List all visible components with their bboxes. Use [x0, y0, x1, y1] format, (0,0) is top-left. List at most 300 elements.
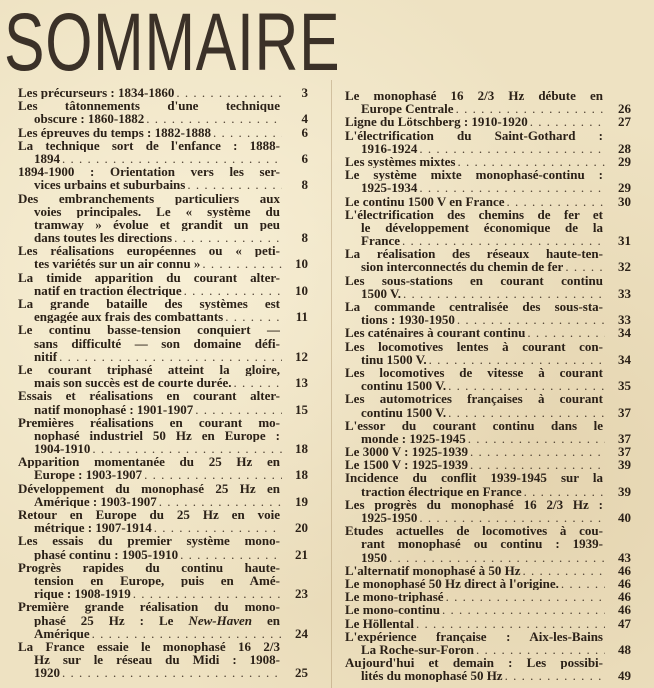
page-number: 25 [295, 666, 308, 680]
dot-leader [92, 627, 282, 640]
toc-entry-text: obscure : 1860-1882 [34, 112, 145, 126]
toc-entry [18, 534, 308, 560]
toc-entry-line [18, 231, 308, 244]
page-number: 32 [618, 260, 631, 274]
toc-entry-line [18, 126, 308, 139]
toc-entry-line [18, 284, 308, 297]
toc-entry-text: engagée aux frais des combattants [34, 310, 224, 324]
page-number: 12 [295, 349, 308, 363]
page-number: 6 [301, 151, 308, 166]
toc-entry [345, 366, 631, 392]
toc-entry-line [345, 524, 603, 537]
dot-leader [59, 350, 282, 363]
toc-entry-text: 1894 [34, 151, 60, 166]
toc-entry-text: Le Höllental [345, 616, 414, 630]
toc-entry-line [18, 587, 308, 600]
dot-leader [446, 590, 605, 603]
page-number: 23 [295, 587, 308, 601]
toc-entry-line [18, 323, 280, 336]
page-number: 3 [301, 86, 308, 100]
toc-entry-text: Le 1500 V : 1925-1939 [345, 458, 469, 472]
toc-entry-line [18, 521, 308, 534]
toc-entry-line [18, 548, 308, 561]
toc-entry-line [18, 297, 280, 310]
dot-leader [523, 564, 606, 577]
toc-entry [18, 323, 308, 363]
toc-entry-text: Les tâtonnements d'une technique [18, 99, 280, 113]
toc-entry-line [345, 260, 631, 273]
toc-entry-line [345, 326, 631, 339]
toc-entry-line [345, 406, 631, 419]
toc-entry-text: La France essaie le monophasé 16 2/3 [18, 639, 280, 654]
toc-entry-text: La technique sort de l'enfance : 1888- [18, 138, 280, 152]
toc-entry-line [345, 551, 631, 564]
toc-entry-text: La Roche-sur-Foron [361, 642, 475, 657]
toc-entry [345, 129, 631, 155]
toc-entry-text: tions : 1930-1950 [361, 313, 455, 327]
toc-entry [345, 115, 631, 128]
toc-entry [345, 498, 631, 524]
toc-entry [345, 247, 631, 273]
dot-leader [456, 102, 605, 115]
toc-entry [18, 600, 308, 640]
dot-leader [403, 287, 605, 300]
toc-entry-text: Les automotrices françaises à courant [345, 392, 603, 406]
toc-entry-text: 1894-1900 : Orientation vers les ser- [18, 165, 280, 179]
page-number: 20 [295, 521, 308, 535]
toc-entry-text: Europe Centrale [361, 102, 454, 116]
page-number: 43 [618, 550, 631, 564]
toc-entry [18, 389, 308, 415]
page-number: 13 [295, 376, 308, 390]
toc-entry-text: métrique : 1907-1914 [34, 521, 152, 535]
toc-entry-line [345, 379, 631, 392]
toc-entry-text: natif monophasé : 1901-1907 [34, 402, 194, 416]
toc-entry-line [345, 181, 631, 194]
dot-leader [524, 485, 605, 498]
page-number: 40 [618, 511, 631, 525]
page-number: 46 [618, 563, 631, 577]
toc-entry-line [345, 392, 603, 405]
dot-leader [530, 115, 605, 128]
toc-entry-text: Les caténaires à courant continu [345, 326, 526, 340]
dot-leader [507, 195, 606, 208]
dot-leader [389, 551, 605, 564]
page-number: 34 [618, 352, 631, 366]
toc-entry [18, 640, 308, 680]
toc-entry [18, 508, 308, 534]
toc-entry [345, 326, 631, 339]
toc-entry-text: voies principales. Le « système du [34, 204, 280, 218]
dot-leader [416, 617, 605, 630]
dot-leader [448, 379, 605, 392]
toc-entry-line [345, 195, 631, 208]
toc-entry-line [18, 495, 308, 508]
toc-entry [18, 99, 308, 125]
toc-entry-text: L'expérience française : Aix-les-Bains [345, 629, 603, 643]
toc-entry-line [18, 178, 308, 191]
toc-entry-text: vices urbains et suburbains [34, 178, 186, 192]
page-number: 6 [301, 125, 308, 139]
page-number: 47 [618, 616, 631, 630]
toc-entry [345, 300, 631, 326]
toc-entry [345, 155, 631, 168]
dot-leader [442, 603, 605, 616]
page-number: 29 [618, 154, 631, 169]
page-number: 31 [618, 234, 631, 248]
toc-entry-line [345, 458, 631, 471]
toc-column-right [345, 89, 631, 682]
toc-entry-text: Première grande réalisation du mono- [18, 600, 280, 614]
toc-entry-text: Le 3000 V : 1925-1939 [345, 445, 469, 459]
toc-entry [345, 392, 631, 418]
toc-entry-line [18, 337, 280, 350]
toc-entry [345, 445, 631, 458]
toc-entry-text: La timide apparition du courant alter- [18, 270, 280, 284]
toc-entry-line [18, 468, 308, 481]
dot-leader [505, 669, 605, 682]
dot-leader [470, 458, 605, 471]
toc-entry-text: Le mono-continu [345, 603, 440, 617]
toc-entry-text: Aujourd'hui et demain : Les possibi- [345, 656, 603, 670]
toc-entry [345, 564, 631, 577]
page-number: 4 [301, 112, 308, 126]
toc-entry-text: Les systèmes mixtes [345, 154, 456, 169]
toc-entry-text: Amérique : 1903-1907 [34, 494, 157, 508]
toc-entry-line [345, 485, 631, 498]
toc-entry-line [345, 300, 603, 313]
toc-entry-line [345, 234, 631, 247]
toc-entry-text: L'électrification des chemins de fer et [345, 207, 603, 221]
toc-entry-text: nophasé industriel 50 Hz en Europe : [34, 428, 280, 443]
page-number: 26 [618, 102, 631, 116]
toc-entry-text: La commande centralisée des sous-sta- [345, 300, 603, 314]
toc-entry-line [18, 99, 280, 112]
toc-entry-line [345, 221, 603, 234]
toc-entry-text: Premières réalisations en courant mo- [18, 415, 280, 429]
toc-entry-line [18, 363, 280, 376]
toc-entry-text: monde : 1925-1945 [361, 431, 466, 446]
dot-leader [133, 587, 282, 600]
dot-leader [457, 155, 605, 168]
page-number: 33 [618, 313, 631, 327]
dot-leader [419, 511, 605, 524]
toc-entry-text: Les locomotives lentes à courant con- [345, 339, 603, 353]
toc-entry [345, 458, 631, 471]
toc-entry-line [345, 313, 631, 326]
page-number: 35 [618, 379, 631, 393]
toc-entry [345, 340, 631, 366]
toc-entry-text: Le continu 1500 V en France [345, 194, 505, 208]
toc-entry-line [18, 139, 280, 152]
toc-entry-line [18, 86, 308, 99]
toc-entry-text: Le continu basse-tension conquiert — [18, 323, 280, 337]
page-number: 10 [295, 257, 308, 271]
page-number: 11 [295, 310, 308, 324]
toc-entry [345, 168, 631, 194]
dot-leader [176, 86, 282, 99]
dot-leader [468, 432, 605, 445]
toc-entry-text: Hz sur le réseau du Midi : 1908- [34, 653, 280, 667]
toc-entry-line [18, 205, 280, 218]
page-number: 46 [618, 590, 631, 604]
toc-entry-text: Le courant triphasé atteint la gloire, [18, 362, 280, 377]
toc-entry-line [345, 274, 603, 287]
toc-entry-line [18, 442, 308, 455]
toc-entry-line [345, 445, 631, 458]
toc-entry-line [18, 640, 280, 653]
toc-entry-line [18, 429, 280, 442]
toc-entry-text: 1925-1934 [361, 181, 418, 195]
toc-entry-text: Etudes actuelles de locomotives à cou- [345, 524, 603, 538]
toc-entry-line [345, 155, 631, 168]
toc-entry-text: traction électrique en France [361, 484, 522, 498]
toc-entry-text: Des embranchements particuliers aux [18, 191, 280, 205]
dot-leader [527, 326, 605, 339]
page-number: 8 [301, 178, 308, 192]
toc-entry-text: Le mono-triphasé [345, 590, 444, 604]
toc-entry [18, 297, 308, 323]
dot-leader [154, 521, 282, 534]
dot-leader [225, 310, 282, 323]
toc-column-left [18, 86, 308, 679]
toc-entry [18, 482, 308, 508]
toc-entry-text: sans difficulté — son domaine défi- [34, 336, 280, 350]
toc-entry-line [345, 498, 603, 511]
toc-entry-text: Les réalisations européennes ou « peti- [18, 244, 280, 258]
toc-entry-line [345, 129, 603, 142]
toc-entry-text: tes variétés sur un air connu » [34, 257, 201, 271]
dot-leader [146, 112, 282, 125]
toc-entry-line [345, 577, 631, 590]
toc-entry-line [18, 218, 280, 231]
toc-entry-text: Les essais du premier système mono- [18, 534, 280, 548]
toc-entry-text: Les précurseurs : 1834-1860 [18, 86, 175, 100]
dot-leader [476, 643, 605, 656]
toc-entry-line [18, 666, 308, 679]
page-number: 37 [618, 431, 631, 446]
page-number: 48 [618, 642, 631, 657]
toc-entry-text: Le monophasé 16 2/3 Hz débute en [345, 89, 603, 103]
toc-entry [18, 86, 308, 99]
toc-entry-text: L'essor du courant continu dans le [345, 418, 603, 432]
toc-entry-line [345, 643, 631, 656]
toc-entry [345, 524, 631, 564]
dot-leader [234, 376, 283, 389]
page-number: 37 [618, 405, 631, 419]
page-number: 34 [618, 326, 631, 340]
toc-entry-text: Apparition momentanée du 25 Hz en [18, 455, 280, 469]
dot-leader [62, 666, 282, 679]
toc-entry-line [18, 455, 280, 468]
toc-entry [18, 455, 308, 481]
page-number: 19 [295, 494, 308, 508]
page-number: 46 [618, 603, 631, 617]
toc-entry-text: Progrès rapides du continu haute- [18, 560, 280, 574]
page-number: 33 [618, 286, 631, 300]
toc-entry-text: Amérique [34, 626, 90, 640]
toc-entry-text: Incidence du conflit 1939-1945 sur la [345, 471, 603, 485]
toc-entry-text: tinu 1500 V. [361, 352, 427, 366]
toc-entry-line [18, 534, 280, 547]
page-number: 18 [295, 468, 308, 482]
toc-entry-line [345, 247, 603, 260]
toc-entry [18, 165, 308, 191]
toc-entry-line [18, 561, 280, 574]
toc-entry [345, 577, 631, 590]
toc-entry-text: Les locomotives de vitesse à courant [345, 365, 603, 380]
toc-entry-line [18, 376, 308, 389]
page-number: 46 [618, 576, 631, 591]
toc-entry-text: tramway » évolue et grandit un peu [34, 217, 280, 232]
toc-entry-text: Les progrès du monophasé 16 2/3 Hz : [345, 497, 603, 511]
dot-leader [402, 234, 605, 247]
toc-entry-text-with-italic: phasé 25 Hz : Le New-Haven en [34, 613, 280, 627]
toc-entry-line [18, 653, 280, 666]
toc-entry-line [18, 627, 308, 640]
toc-entry-line [345, 340, 603, 353]
page-number: 24 [295, 626, 308, 640]
toc-entry [345, 590, 631, 603]
toc-entry-text: rique : 1908-1919 [34, 587, 131, 601]
toc-entry-text: Ligne du Lötschberg : 1910-1920 [345, 115, 528, 129]
toc-entry-text: natif en traction électrique [34, 283, 182, 297]
toc-entry-text: le développement économique de la [361, 220, 603, 235]
dot-leader [195, 403, 282, 416]
toc-entry-text: lités du monophasé 50 Hz [361, 669, 503, 683]
toc-entry-line [345, 419, 603, 432]
toc-entry-text: 1904-1910 [34, 442, 91, 456]
dot-leader [144, 468, 282, 481]
page-number: 39 [618, 484, 631, 498]
toc-entry-text: L'électrification du Saint-Gothard : [345, 128, 603, 142]
toc-entry-line [345, 656, 603, 669]
dot-leader [419, 142, 605, 155]
dot-leader [92, 442, 282, 455]
dot-leader [419, 181, 605, 194]
toc-entry-line [18, 389, 280, 402]
toc-entry-line [345, 590, 631, 603]
toc-entry-line [345, 287, 631, 300]
toc-entry-line [18, 614, 280, 627]
toc-entry-text: France [361, 234, 400, 248]
toc-entry [345, 603, 631, 616]
page-number: 8 [301, 231, 308, 245]
toc-entry [18, 561, 308, 601]
toc-entry-line [345, 102, 631, 115]
page-number: 21 [295, 547, 308, 561]
toc-entry-line [18, 403, 308, 416]
toc-entry-text: Le monophasé 50 Hz direct à l'origine. [345, 576, 559, 591]
toc-entry-line [345, 564, 631, 577]
toc-entry [18, 126, 308, 139]
dot-leader [565, 260, 605, 273]
toc-entry-text: continu 1500 V. [361, 405, 447, 419]
toc-entry [18, 416, 308, 456]
toc-entry [345, 274, 631, 300]
toc-entry-line [345, 208, 603, 221]
toc-entry-line [345, 471, 603, 484]
toc-entry-line [18, 257, 308, 270]
toc-entry-text: 1925-1950 [361, 511, 418, 525]
toc-entry [345, 471, 631, 497]
page-number: 15 [295, 402, 308, 416]
page-title: SOMMAIRE [4, 0, 341, 88]
toc-entry-line [18, 350, 308, 363]
toc-entry-line [345, 603, 631, 616]
toc-entry-text: Les sous-stations en courant continu [345, 273, 603, 287]
toc-entry-line [18, 152, 308, 165]
toc-entry-line [345, 89, 603, 102]
toc-entry-text: L'alternatif monophasé à 50 Hz [345, 563, 521, 577]
toc-entry-text: 1916-1924 [361, 141, 418, 155]
toc-entry [18, 363, 308, 389]
toc-entry-text: dans toutes les directions [34, 231, 173, 245]
toc-entry [345, 630, 631, 656]
toc-entry-text: 1920 [34, 666, 60, 680]
toc-entry-text: rant monophasé ou continu : 1939- [361, 537, 603, 551]
toc-entry [18, 139, 308, 165]
page-number: 30 [618, 194, 631, 208]
toc-entry [345, 89, 631, 115]
page-number: 10 [295, 283, 308, 297]
toc-entry-text: phasé continu : 1905-1910 [34, 547, 179, 561]
toc-entry-line [345, 617, 631, 630]
page-number: 37 [618, 445, 631, 459]
toc-entry-text: Développement du monophasé 25 Hz en [18, 481, 280, 495]
toc-entry-line [345, 142, 631, 155]
toc-entry-line [345, 115, 631, 128]
toc-entry-line [345, 669, 631, 682]
toc-entry-line [18, 310, 308, 323]
dot-leader [202, 257, 282, 270]
toc-entry-line [18, 482, 280, 495]
dot-leader [180, 548, 282, 561]
toc-entry-line [345, 511, 631, 524]
toc-entry-line [18, 192, 280, 205]
page-number: 29 [618, 181, 631, 195]
dot-leader [159, 495, 282, 508]
toc-entry-line [345, 353, 631, 366]
toc-entry-line [18, 600, 280, 613]
dot-leader [174, 231, 282, 244]
toc-entry-text: sion interconnectés du chemin de fer [361, 260, 564, 274]
toc-entry-text: Les épreuves du temps : 1882-1888 [18, 125, 211, 139]
toc-entry-text: tension en Europe, puis en Amé- [34, 573, 280, 588]
dot-leader [184, 284, 282, 297]
toc-entry-text: nitif [34, 349, 58, 363]
toc-entry-line [18, 574, 280, 587]
toc-entry [345, 208, 631, 248]
dot-leader [429, 353, 605, 366]
toc-entry [345, 419, 631, 445]
dot-leader [470, 445, 605, 458]
toc-entry-line [18, 112, 308, 125]
toc-entry-line [345, 432, 631, 445]
dot-leader [62, 152, 282, 165]
toc-entry [18, 192, 308, 245]
dot-leader [448, 406, 605, 419]
toc-entry [345, 617, 631, 630]
toc-entry-line [345, 537, 603, 550]
toc-entry [345, 195, 631, 208]
toc-entry-line [18, 244, 280, 257]
dot-leader [187, 178, 282, 191]
dot-leader [213, 126, 282, 139]
page-fold-divider [331, 80, 332, 688]
page-number: 27 [618, 115, 631, 129]
toc-entry-text: mais son succès est de courte durée. [34, 376, 232, 390]
